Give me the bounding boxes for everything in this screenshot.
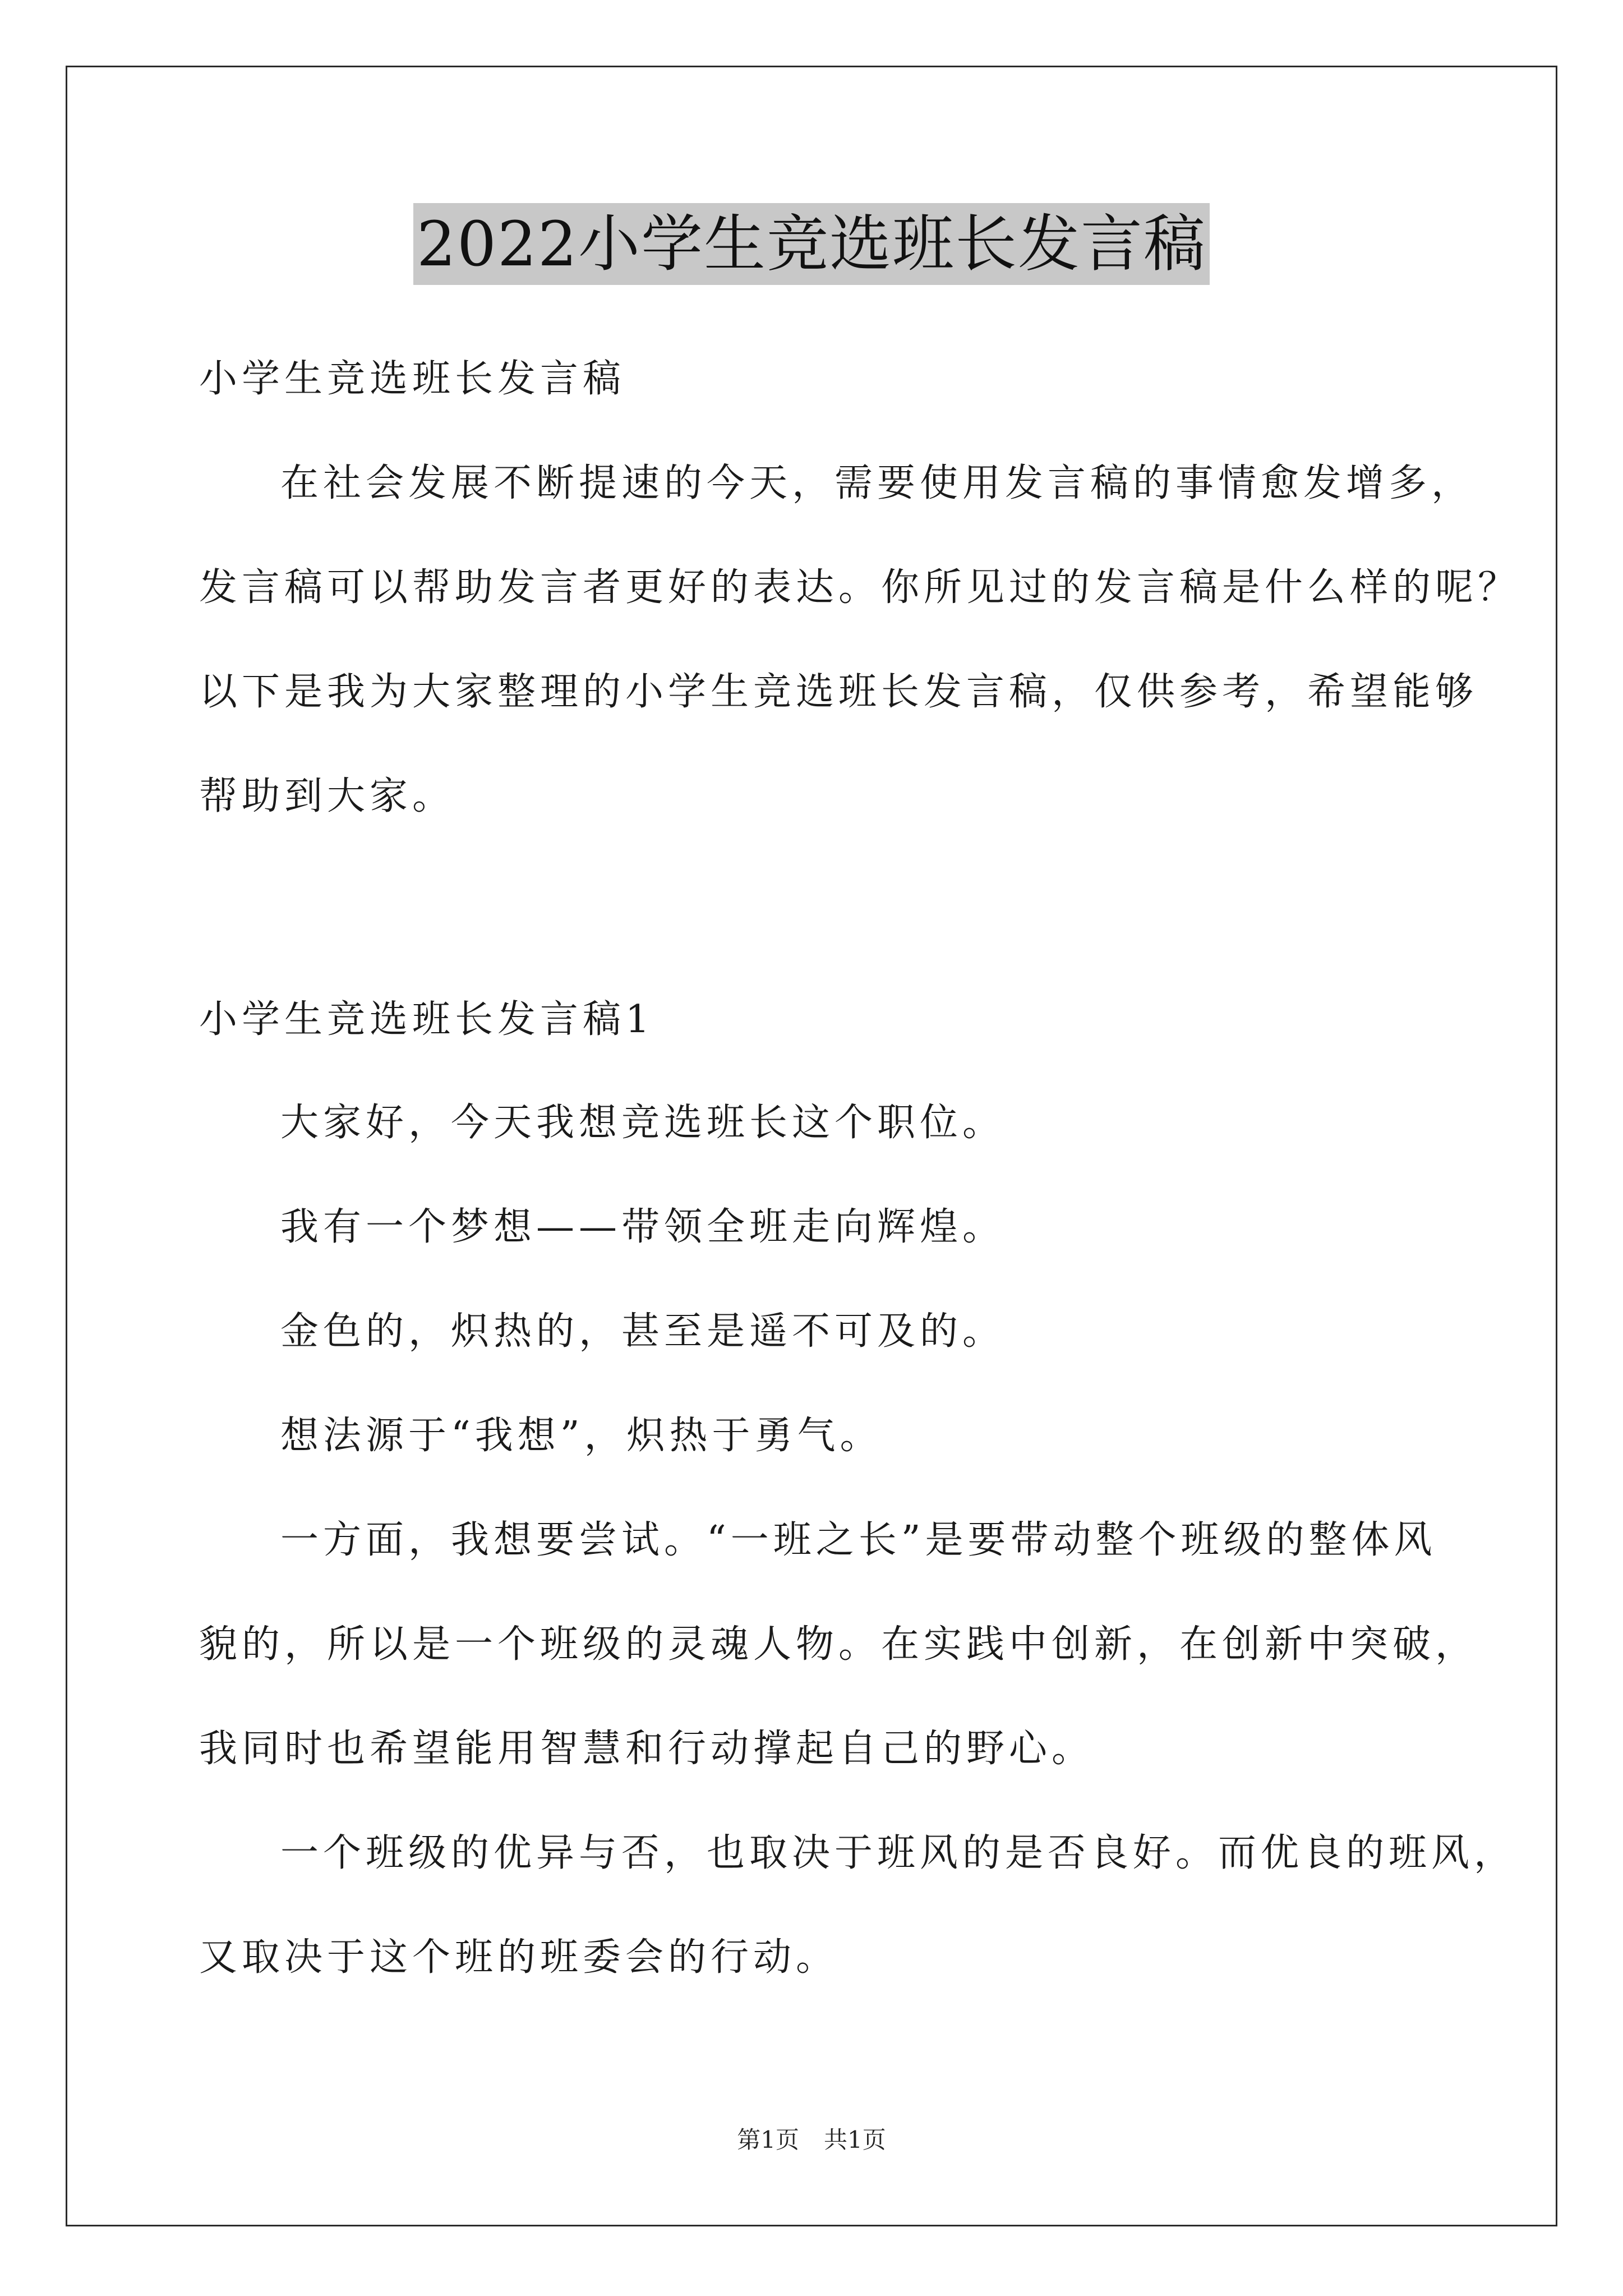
paragraph-line: 又取决于这个班的班委会的行动。 [199,1935,839,1980]
paragraph-line: 貌的，所以是一个班级的灵魂人物。在实践中创新，在创新中突破， [199,1622,1478,1667]
paragraph-line: 金色的，炽热的，甚至是遥不可及的。 [280,1309,1006,1354]
paragraph-line: 一方面，我想要尝试。“一班之长”是要带动整个班级的整体风 [280,1518,1437,1562]
page-number: 第1页 [737,2126,799,2154]
subtitle-line: 小学生竞选班长发言稿 [199,357,626,401]
paragraph-line: 想法源于“我想”，炽热于勇气。 [280,1414,883,1458]
paragraph-line: 我有一个梦想——带领全班走向辉煌。 [280,1205,1006,1249]
page-footer [0,2126,1623,2154]
document-title: 2022小学生竞选班长发言稿 [413,203,1210,285]
paragraph-line: 以下是我为大家整理的小学生竞选班长发言稿，仅供参考，希望能够 [199,670,1478,714]
paragraph-line: 一个班级的优异与否，也取决于班风的是否良好。而优良的班风， [280,1831,1517,1875]
paragraph-line: 在社会发展不断提速的今天，需要使用发言稿的事情愈发增多， [280,461,1474,505]
paragraph-line: 帮助到大家。 [199,774,455,818]
title-container [0,203,1623,285]
paragraph-line: 大家好，今天我想竞选班长这个职位。 [280,1101,1006,1145]
paragraph-line: 我同时也希望能用智慧和行动撑起自己的野心。 [199,1727,1095,1771]
section-heading: 小学生竞选班长发言稿1 [199,997,654,1042]
paragraph-line: 发言稿可以帮助发言者更好的表达。你所见过的发言稿是什么样的呢？ [199,565,1521,610]
page-total: 共1页 [824,2126,886,2154]
